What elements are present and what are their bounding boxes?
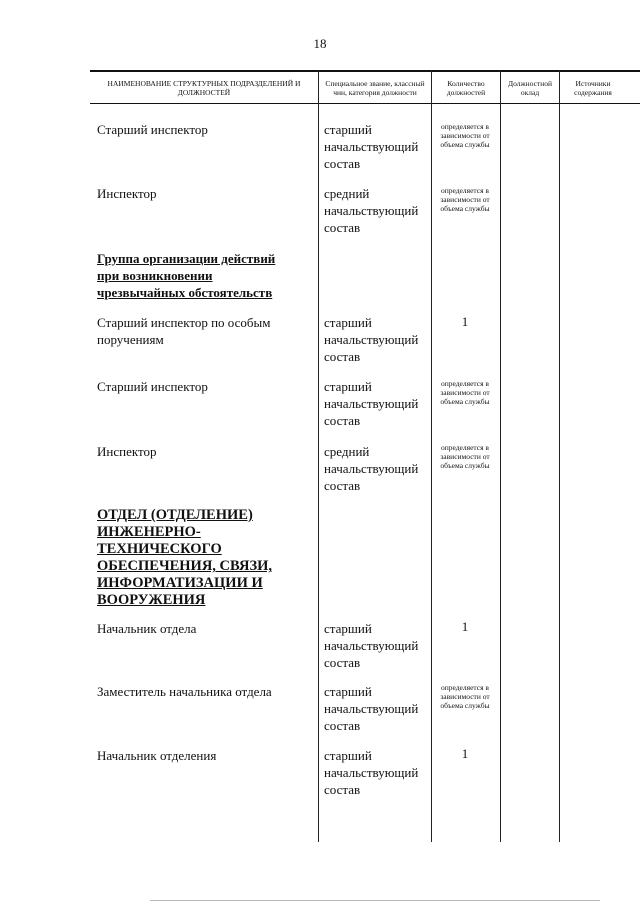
position-count: 1: [461, 619, 469, 634]
position-name: Начальник отдела: [97, 621, 197, 636]
header-rank: Специальное звание, классный чин, категория должности: [325, 78, 425, 97]
position-count: определяется в зависимости от объема службы: [440, 186, 490, 213]
position-name: Заместитель начальника отдела: [97, 684, 272, 699]
position-name: Старший инспектор по особым поручениям: [97, 315, 271, 347]
header-name: НАИМЕНОВАНИЕ СТРУКТУРНЫХ ПОДРАЗДЕЛЕНИЙ И ДОЛЖНОСТЕЙ: [107, 78, 301, 97]
position-rank: старший начальствующий состав: [324, 621, 419, 670]
position-rank: средний начальствующий состав: [324, 444, 419, 493]
header-salary: Должностной оклад: [507, 78, 553, 97]
position-rank: старший начальствующий состав: [324, 122, 419, 171]
page-number: 18: [313, 36, 327, 51]
header-count: Количество должностей: [446, 78, 486, 97]
position-rank: средний начальствующий состав: [324, 186, 419, 235]
position-name: Инспектор: [97, 186, 157, 201]
column-divider: [318, 70, 319, 842]
position-count: 1: [461, 314, 469, 329]
position-count: определяется в зависимости от объема службы: [440, 379, 490, 406]
page-bottom-edge: [150, 900, 600, 901]
position-count: определяется в зависимости от объема службы: [440, 122, 490, 149]
department-heading: ОТДЕЛ (ОТДЕЛЕНИЕ) ИНЖЕНЕРНО-ТЕХНИЧЕСКОГО ОБЕСПЕЧЕНИЯ, СВЯЗИ, ИНФОРМАТИЗАЦИИ И ВООРУЖЕНИЯ: [97, 507, 272, 608]
position-name: Старший инспектор: [97, 122, 208, 137]
position-name: Начальник отделения: [97, 748, 217, 763]
position-rank: старший начальствующий состав: [324, 748, 419, 797]
position-count: определяется в зависимости от объема службы: [440, 683, 490, 710]
position-count: определяется в зависимости от объема службы: [440, 443, 490, 470]
position-name: Старший инспектор: [97, 379, 208, 394]
group-heading: Группа организации действий при возникновении чрезвычайных обстоятельств: [97, 251, 276, 300]
header-source: Источники содержания: [574, 78, 612, 97]
position-name: Инспектор: [97, 444, 157, 459]
position-rank: старший начальствующий состав: [324, 315, 419, 364]
position-rank: старший начальствующий состав: [324, 684, 419, 733]
column-divider: [559, 70, 560, 842]
position-rank: старший начальствующий состав: [324, 379, 419, 428]
position-count: 1: [461, 746, 469, 761]
header-bottom-rule: [90, 103, 640, 104]
column-divider: [500, 70, 501, 842]
